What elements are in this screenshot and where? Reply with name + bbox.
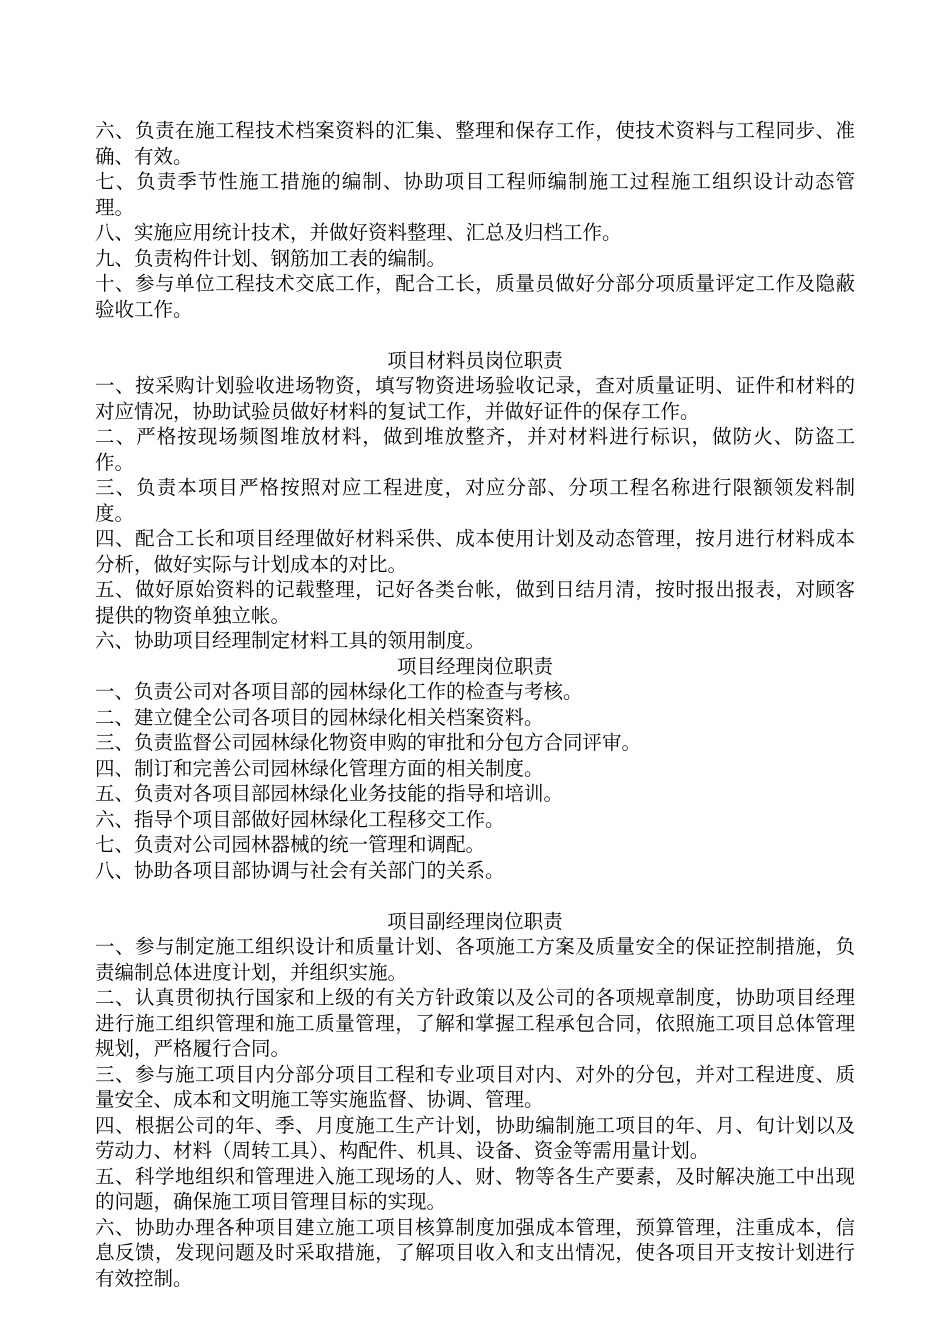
list-item: 四、根据公司的年、季、月度施工生产计划，协助编制施工项目的年、月、旬计划以及劳动力、材料（周转工具）、构配件、机具、设备、资金等需用量计划。	[95, 1113, 855, 1162]
list-item: 七、负责季节性施工措施的编制、协助项目工程师编制施工过程施工组织设计动态管理。	[95, 170, 855, 219]
list-item: 三、负责监督公司园林绿化物资申购的审批和分包方合同评审。	[95, 731, 642, 754]
list-item: 一、参与制定施工组织设计和质量计划、各项施工方案及质量安全的保证控制措施，负责编制总体进度计划，并组织实施。	[95, 935, 855, 984]
section-heading-deputy-manager: 项目副经理岗位职责	[387, 909, 563, 933]
list-item: 五、科学地组织和管理进入施工现场的人、财、物等各生产要素，及时解决施工中出现的问题，确保施工项目管理目标的实现。	[95, 1164, 855, 1213]
list-item: 七、负责对公司园林器械的统一管理和调配。	[95, 833, 486, 856]
section-heading-project-manager: 项目经理岗位职责	[396, 654, 553, 678]
spacer	[95, 322, 855, 348]
list-item: 二、严格按现场频图堆放材料，做到堆放整齐，并对材料进行标识，做防火、防盗工作。	[95, 425, 855, 474]
list-item: 六、协助项目经理制定材料工具的领用制度。	[95, 629, 486, 652]
list-item: 六、指导个项目部做好园林绿化工程移交工作。	[95, 807, 505, 831]
list-item: 一、按采购计划验收进场物资，填写物资进场验收记录，查对质量证明、证件和材料的对应情况，协助试验员做好材料的复试工作，并做好证件的保存工作。	[95, 374, 855, 423]
list-item: 六、负责在施工程技术档案资料的汇集、整理和保存工作，使技术资料与工程同步、准确、有效。	[95, 119, 855, 168]
list-item: 四、配合工长和项目经理做好材料采供、成本使用计划及动态管理，按月进行材料成本分析，做好实际与计划成本的对比。	[95, 527, 855, 576]
list-item: 五、做好原始资料的记载整理，记好各类台帐，做到日结月清，按时报出报表，对顾客提供的物资单独立帐。	[95, 578, 855, 627]
document-page	[95, 118, 855, 1291]
section-heading-material-clerk: 项目材料员岗位职责	[387, 348, 563, 372]
list-item: 二、建立健全公司各项目的园林绿化相关档案资料。	[95, 705, 544, 729]
list-item: 九、负责构件计划、钢筋加工表的编制。	[95, 246, 447, 270]
list-item: 三、负责本项目严格按照对应工程进度，对应分部、分项工程名称进行限额领发料制度。	[95, 476, 855, 525]
list-item: 三、参与施工项目内分部分项目工程和专业项目对内、对外的分包，并对工程进度、质量安全、成本和文明施工等实施监督、协调、管理。	[95, 1062, 855, 1111]
list-item: 八、实施应用统计技术，并做好资料整理、汇总及归档工作。	[95, 221, 622, 244]
list-item: 四、制订和完善公司园林绿化管理方面的相关制度。	[95, 756, 544, 780]
spacer	[95, 883, 855, 909]
list-item: 八、协助各项目部协调与社会有关部门的关系。	[95, 858, 505, 882]
list-item: 六、协助办理各种项目建立施工项目核算制度加强成本管理，预算管理，注重成本，信息反馈，发现问题及时采取措施，了解项目收入和支出情况，使各项目开支按计划进行有效控制。	[95, 1215, 855, 1290]
list-item: 十、参与单位工程技术交底工作，配合工长，质量员做好分部分项质量评定工作及隐蔽验收工作。	[95, 272, 855, 321]
list-item: 一、负责公司对各项目部的园林绿化工作的检查与考核。	[95, 680, 583, 703]
list-item: 二、认真贯彻执行国家和上级的有关方针政策以及公司的各项规章制度，协助项目经理进行施工组织管理和施工质量管理，了解和掌握工程承包合同，依照施工项目总体管理规划，严格履行合同。	[95, 986, 855, 1060]
list-item: 五、负责对各项目部园林绿化业务技能的指导和培训。	[95, 782, 564, 805]
